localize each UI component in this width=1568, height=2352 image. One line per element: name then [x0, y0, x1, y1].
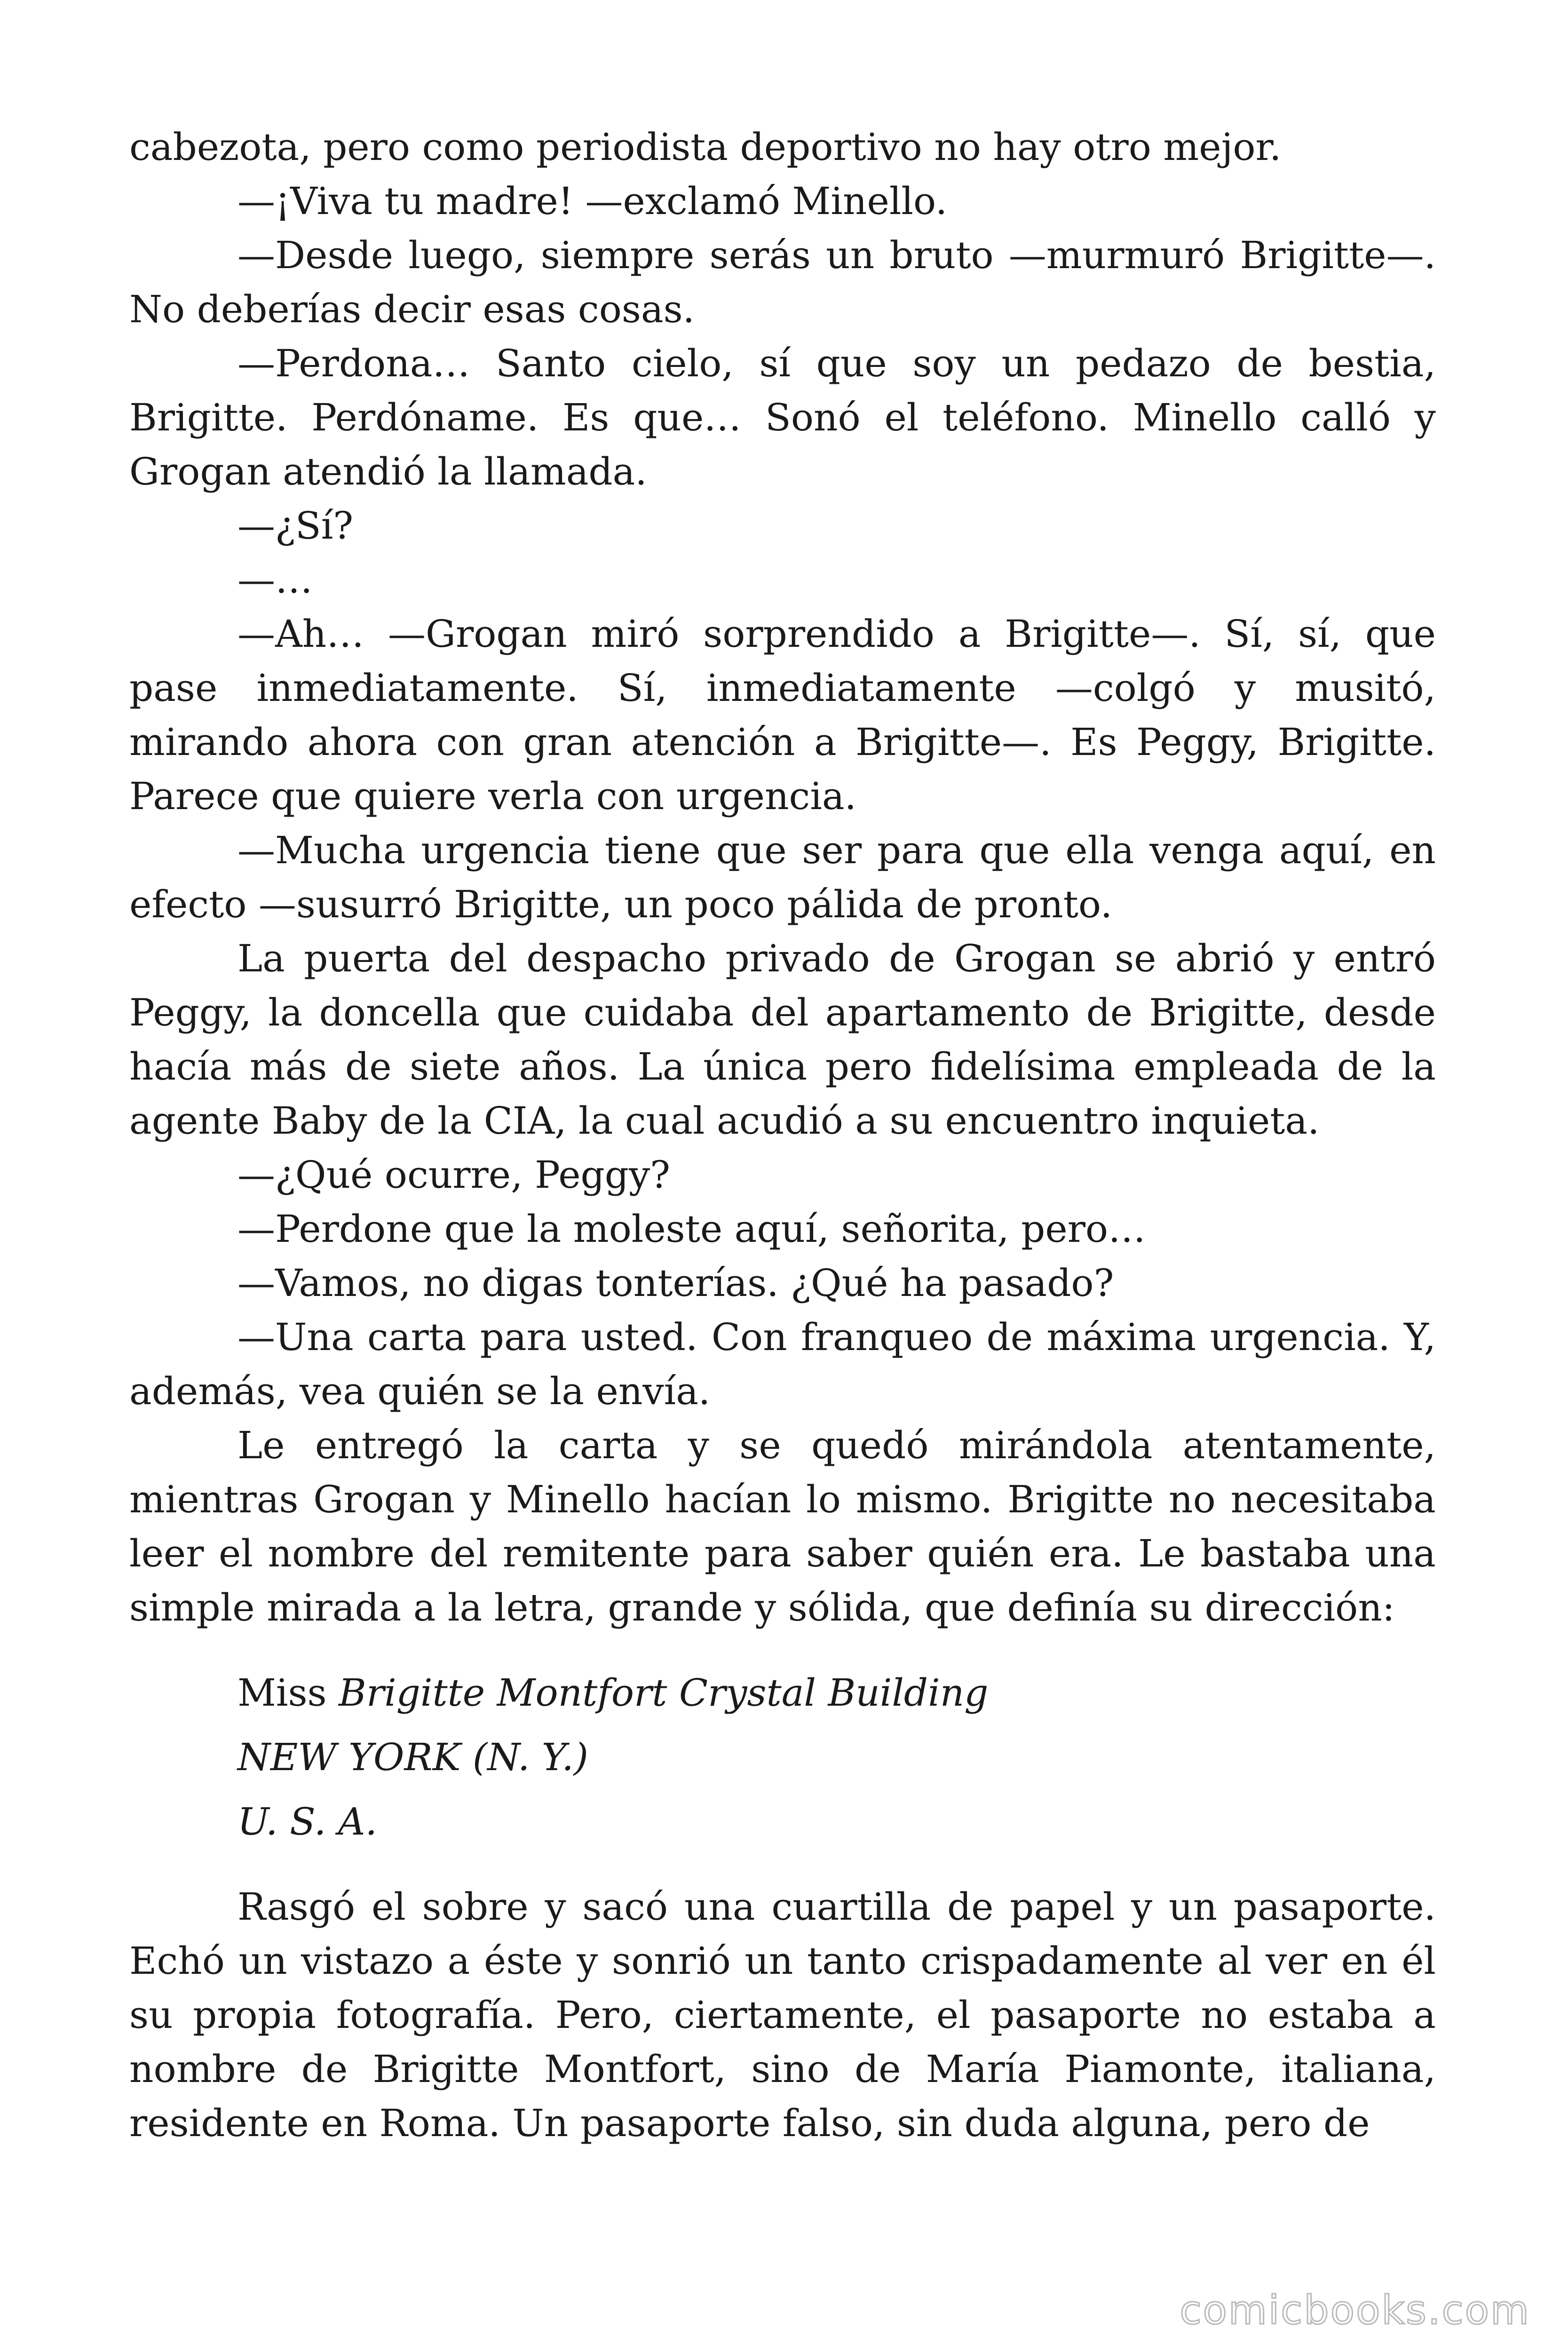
paragraph: La puerta del despacho privado de Grogan se abrió y entró Peggy, la doncella que cuidaba del apartamento de Brigitte, desde hacía más de siete años. La única pero fidelísima empleada de la agente Baby de la CIA, la cual acudió a su encuentro inquieta. [129, 937, 1436, 1143]
dialogue-line: —Mucha urgencia tiene que ser para que ella venga aquí, en efecto —susurró Brigitte, un poco pálida de pronto. [129, 828, 1436, 926]
dialogue-line: —Una carta para usted. Con franqueo de máxima urgencia. Y, además, vea quién se la envía. [129, 1315, 1436, 1413]
dialogue-line: —Desde luego, siempre serás un bruto —murmuró Brigitte—. No deberías decir esas cosas. [129, 233, 1436, 331]
paragraph: Le entregó la carta y se quedó mirándola atentamente, mientras Grogan y Minello hacían lo mismo. Brigitte no necesitaba leer el nombre del remitente para saber quién era. Le bastaba una simple mirada a la letra, grande y sólida, que definía su dirección: [129, 1423, 1436, 1629]
address-salutation: Miss [238, 1671, 327, 1715]
address-name-building: Brigitte Montfort Crystal Building [339, 1671, 989, 1715]
dialogue-line: —¿Qué ocurre, Peggy? [238, 1153, 671, 1197]
dialogue-line: —¿Sí? [238, 504, 354, 548]
envelope-address [238, 1661, 1436, 1854]
dialogue-line: —¡Viva tu madre! —exclamó Minello. [238, 179, 948, 223]
site-watermark: comicbooks.com [1180, 2287, 1530, 2333]
address-line-1 [238, 1661, 1436, 1725]
dialogue-line: —Vamos, no digas tonterías. ¿Qué ha pasado? [238, 1261, 1114, 1305]
dialogue-line: —Perdona… Santo cielo, sí que soy un pedazo de bestia, Brigitte. Perdóname. Es que… Sonó el teléfono. Minello calló y Grogan atendió la llamada. [129, 342, 1436, 493]
dialogue-line: —Perdone que la moleste aquí, señorita, pero… [238, 1207, 1146, 1251]
address-country: U. S. A. [238, 1800, 377, 1843]
address-city: NEW YORK (N. Y.) [238, 1735, 588, 1779]
dialogue-line: —Ah… —Grogan miró sorprendido a Brigitte—. Sí, sí, que pase inmediatamente. Sí, inmediatamente —colgó y musitó, mirando ahora con gran atención a Brigitte—. Es Peggy, Brigitte. Parece que quiere verla con urgencia. [129, 612, 1436, 818]
paragraph: Rasgó el sobre y sacó una cuartilla de papel y un pasaporte. Echó un vistazo a éste y sonrió un tanto crispadamente al ver en él su propia fotografía. Pero, ciertamente, el pasaporte no estaba a nombre de Brigitte Montfort, sino de María Piamonte, italiana, residente en Roma. Un pasaporte falso, sin duda alguna, pero de [129, 1885, 1436, 2145]
dialogue-line: —… [238, 558, 313, 602]
paragraph: cabezota, pero como periodista deportivo no hay otro mejor. [129, 125, 1282, 169]
page-body [129, 120, 1436, 2150]
